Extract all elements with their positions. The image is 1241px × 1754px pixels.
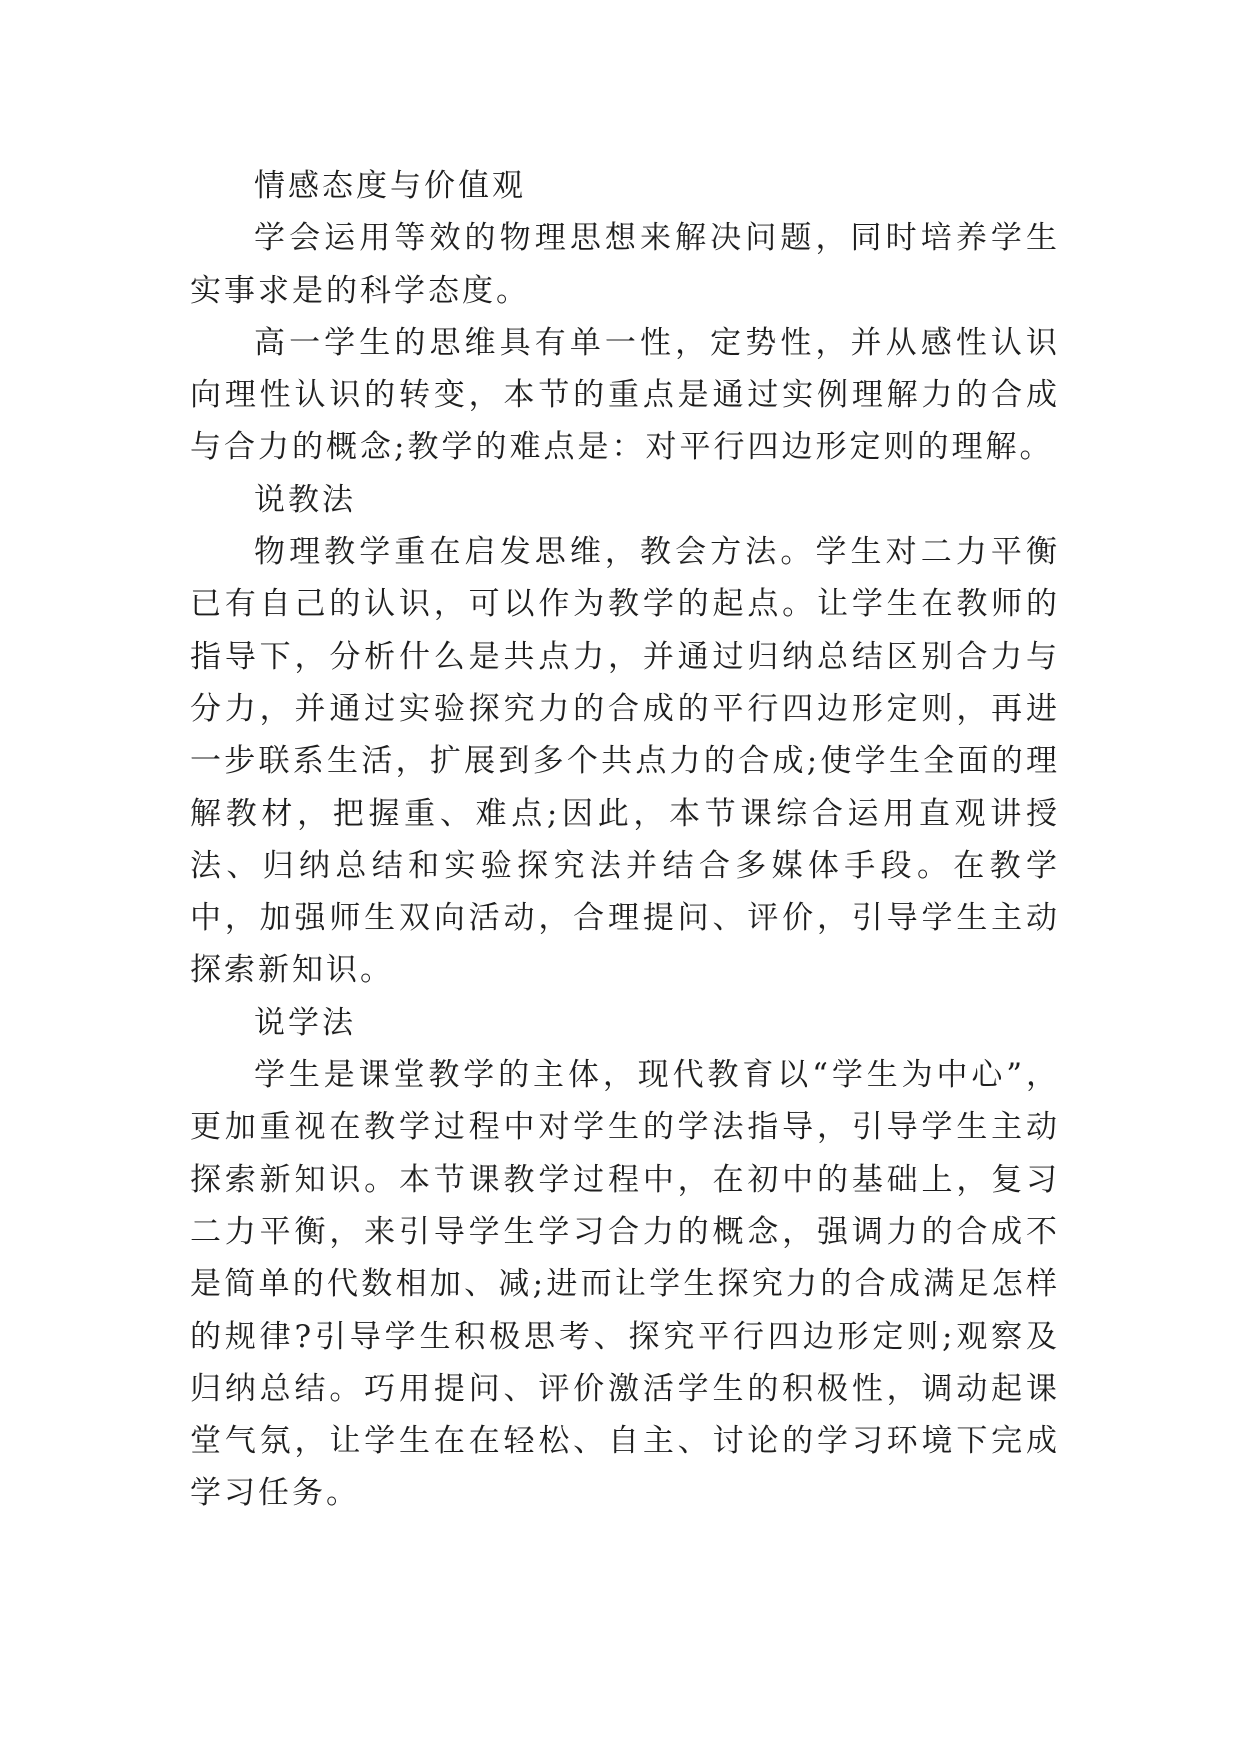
paragraph-key-points: 高一学生的思维具有单一性，定势性，并从感性认识向理性认识的转变，本节的重点是通过实例理解力的合成与合力的概念;教学的难点是：对平行四边形定则的理解。 [190, 324, 1060, 466]
paragraph-learning-method: 学生是课堂教学的主体，现代教育以“学生为中心”，更加重视在教学过程中对学生的学法指导，引导学生主动探索新知识。本节课教学过程中，在初中的基础上，复习二力平衡，来引导学生学习合力的概念，强调力的合成不是简单的代数相加、减;进而让学生探究力的合成满足怎样的规律?引导学生积极思考、探究平行四边形定则;观察及归纳总结。巧用提问、评价激活学生的积极性，调动起课堂气氛，让学生在在轻松、自主、讨论的学习环境下完成学习任务。 [190, 1057, 1060, 1512]
document-body [190, 160, 1060, 1520]
paragraph-teaching-method: 物理教学重在启发思维，教会方法。学生对二力平衡已有自己的认识，可以作为教学的起点。让学生在教师的指导下，分析什么是共点力，并通过归纳总结区别合力与分力，并通过实验探究力的合成的平行四边形定则，再进一步联系生活，扩展到多个共点力的合成;使学生全面的理解教材，把握重、难点;因此，本节课综合运用直观讲授法、归纳总结和实验探究法并结合多媒体手段。在教学中，加强师生双向活动，合理提问、评价，引导学生主动探索新知识。 [190, 534, 1060, 989]
paragraph-attitude-goal: 学会运用等效的物理思想来解决问题，同时培养学生实事求是的科学态度。 [190, 220, 1060, 309]
section-heading-attitude: 情感态度与价值观 [254, 168, 526, 204]
section-heading-teaching-method: 说教法 [254, 481, 356, 518]
section-heading-learning-method: 说学法 [254, 1004, 356, 1041]
